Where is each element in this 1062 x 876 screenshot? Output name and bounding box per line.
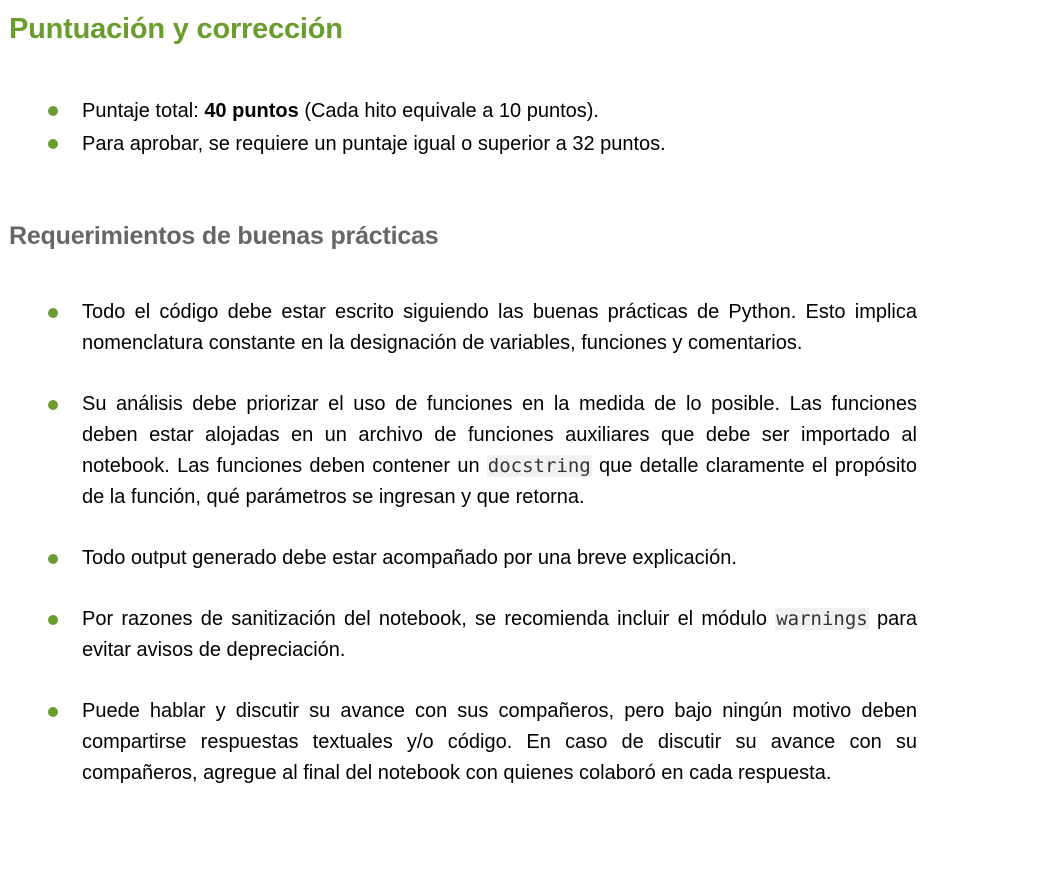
list-item <box>0 95 917 128</box>
heading-practices: Requerimientos de buenas prácticas <box>9 222 439 250</box>
list-item-text: para evitar avisos de depreciación. <box>82 608 917 661</box>
bullet-icon <box>48 615 58 625</box>
bullet-icon <box>48 707 58 717</box>
list-item <box>0 297 917 359</box>
list-item-text: Su análisis debe priorizar el uso de funciones en la medida de lo posible. Las funciones deben estar alojadas en un archivo de funciones auxiliares que debe ser importado al notebook. Las funciones deben contener un <box>82 393 917 477</box>
code-docstring: docstring <box>487 455 591 477</box>
total-points: 40 puntos <box>204 100 299 122</box>
code-warnings: warnings <box>776 608 868 630</box>
heading-scoring: Puntuación y corrección <box>9 13 343 45</box>
list-item <box>0 128 917 161</box>
list-item <box>0 604 917 666</box>
bullet-icon <box>48 139 58 149</box>
scoring-list <box>0 95 917 161</box>
bullet-icon <box>48 554 58 564</box>
list-item <box>0 389 917 513</box>
list-item-text: Puede hablar y discutir su avance con sus compañeros, pero bajo ningún motivo deben compartirse respuestas textuales y/o código. En caso de discutir su avance con su compañeros, agregue al final del notebook con quienes colaboró en cada respuesta. <box>82 700 917 784</box>
bullet-icon <box>48 308 58 318</box>
bullet-icon <box>48 106 58 116</box>
list-item <box>0 543 917 574</box>
list-item-text: Puntaje total: <box>82 100 205 122</box>
list-item-text: Para aprobar, se requiere un puntaje igual o superior a 32 puntos. <box>82 133 666 155</box>
bullet-icon <box>48 400 58 410</box>
practices-list <box>0 297 917 819</box>
list-item <box>0 696 917 789</box>
list-item-text: (Cada hito equivale a 10 puntos). <box>298 100 599 122</box>
list-item-text: que detalle claramente el propósito de la función, qué parámetros se ingresan y que retorna. <box>82 455 917 508</box>
list-item-text: Todo el código debe estar escrito siguiendo las buenas prácticas de Python. Esto implica nomenclatura constante en la designación de variables, funciones y comentarios. <box>82 301 917 354</box>
list-item-text: Todo output generado debe estar acompañado por una breve explicación. <box>82 547 737 569</box>
list-item-text: Por razones de sanitización del notebook, se recomienda incluir el módulo <box>82 608 776 630</box>
